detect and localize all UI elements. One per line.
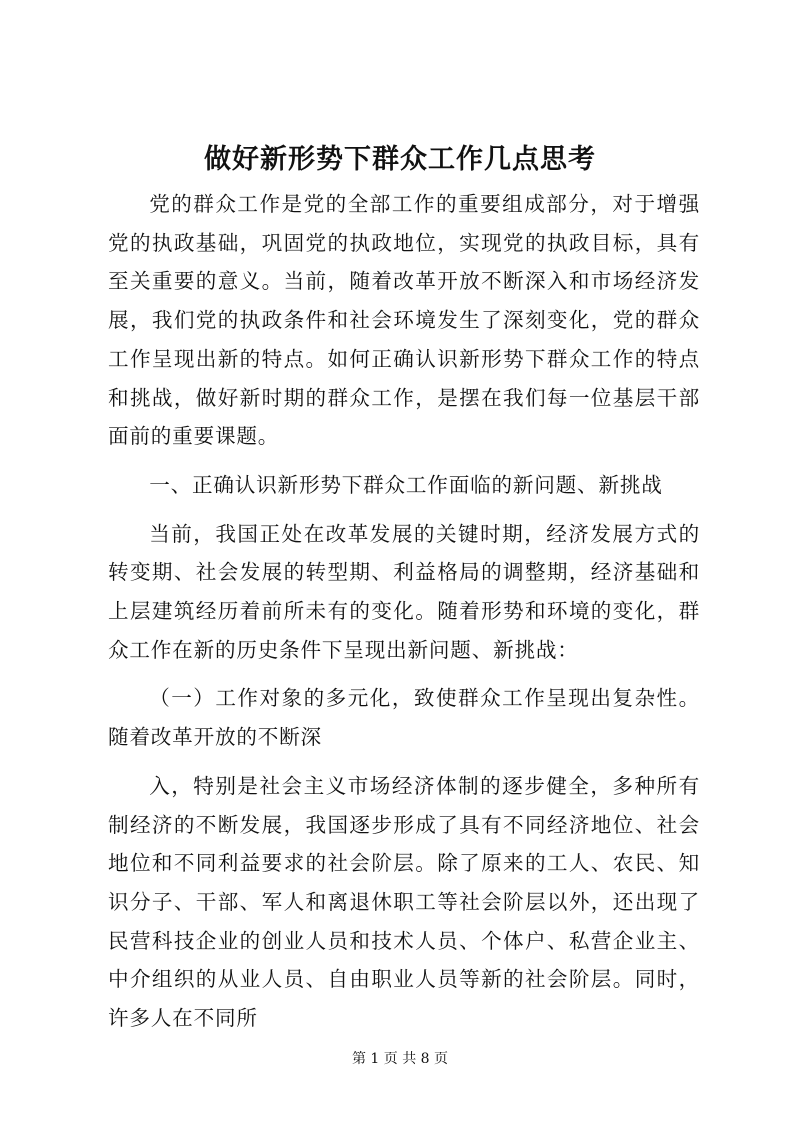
section-heading: 一、正确认识新形势下群众工作面临的新问题、新挑战 — [149, 472, 663, 497]
subsection-paragraph: （一）工作对象的多元化，致使群众工作呈现出复杂性。随着改革开放的不断深 — [108, 686, 700, 750]
body-paragraph: 当前，我国正处在改革发展的关键时期，经济发展方式的转变期、社会发展的转型期、利益格局的调整期，经济基础和上层建筑经历着前所未有的变化。随着形势和环境的变化，群众工作在新的历史条件下呈现出新问题、新挑战： — [108, 521, 700, 662]
page-number-footer: 第 1 页 共 8 页 — [351, 1051, 449, 1067]
intro-paragraph: 党的群众工作是党的全部工作的重要组成部分，对于增强党的执政基础，巩固党的执政地位，实现党的执政目标，具有至关重要的意义。当前，随着改革开放不断深入和市场经济发展，我们党的执政条件和社会环境发生了深刻变化，党的群众工作呈现出新的特点。如何正确认识新形势下群众工作的特点和挑战，做好新时期的群众工作，是摆在我们每一位基层干部面前的重要课题。 — [108, 192, 700, 449]
document-title: 做好新形势下群众工作几点思考 — [204, 144, 596, 175]
document-body — [108, 185, 700, 1038]
body-paragraph-continued: 入，特别是社会主义市场经济体制的逐步健全，多种所有制经济的不断发展，我国逐步形成了具有不同经济地位、社会地位和不同利益要求的社会阶层。除了原来的工人、农民、知识分子、干部、军人和离退休职工等社会阶层以外，还出现了民营科技企业的创业人员和技术人员、个体户、私营企业主、中介组织的从业人员、自由职业人员等新的社会阶层。同时，许多人在不同所 — [108, 773, 700, 1031]
